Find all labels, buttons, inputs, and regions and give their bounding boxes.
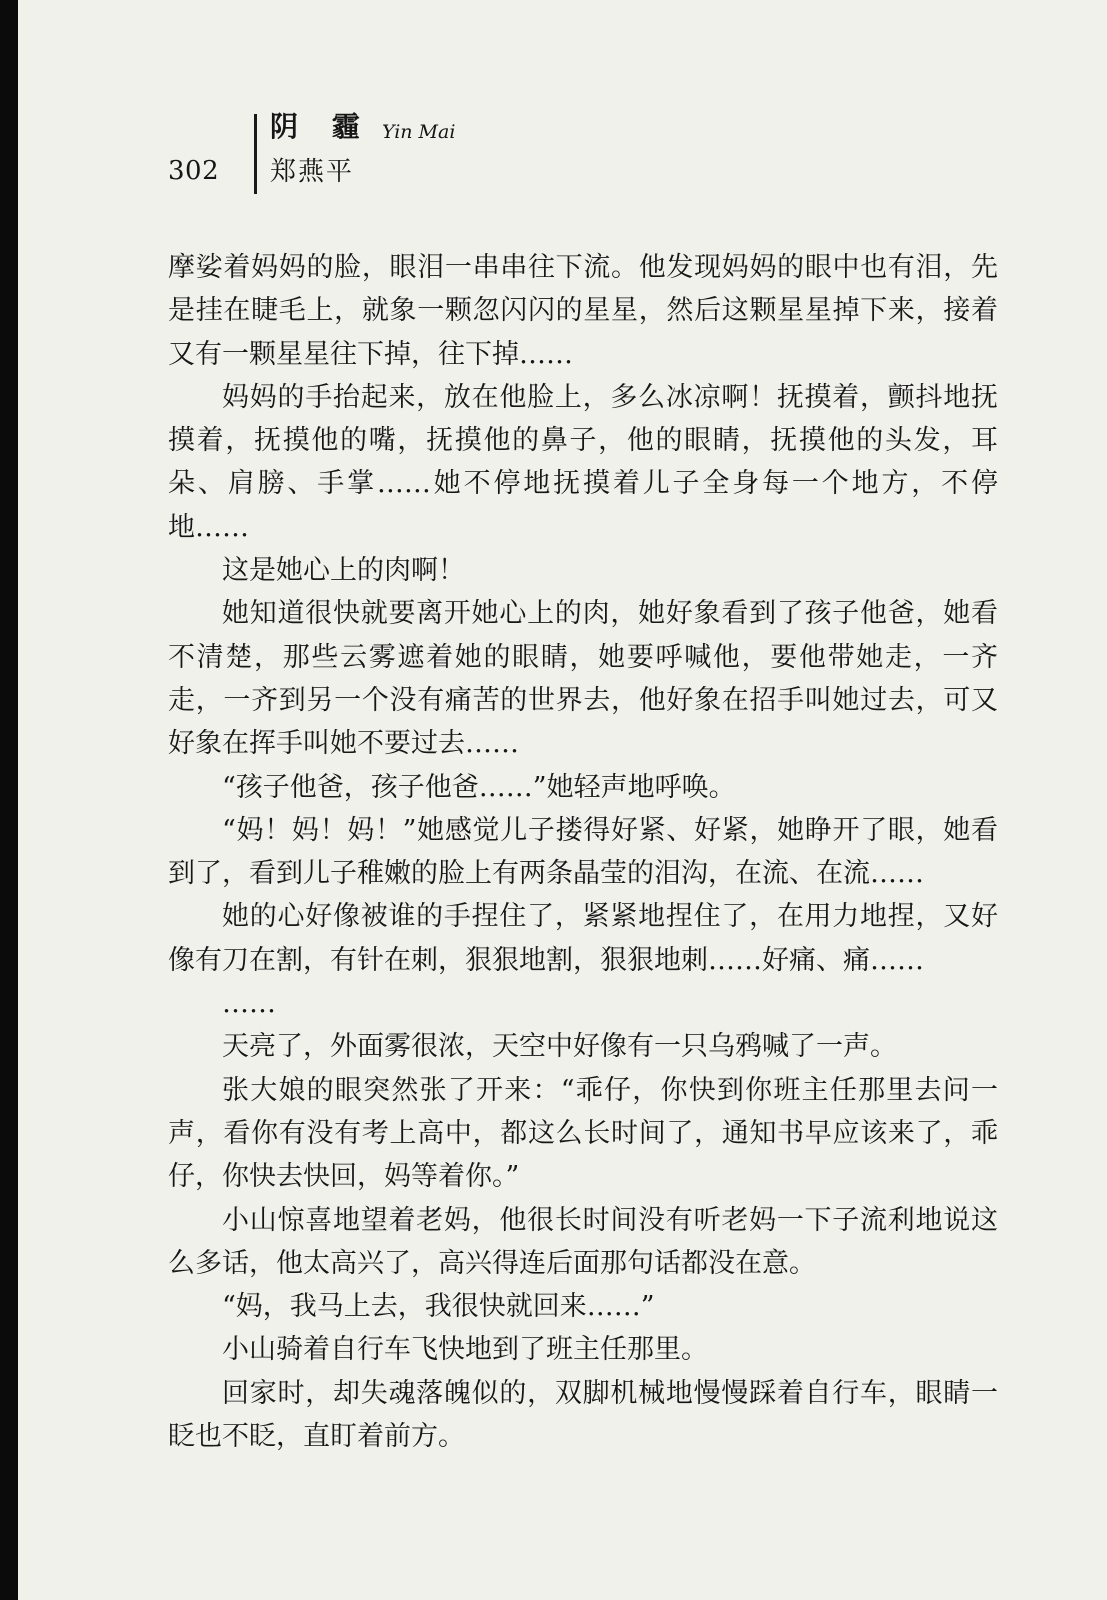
- paragraph: 这是她心上的肉啊！: [222, 555, 465, 587]
- running-header: [168, 110, 568, 200]
- paragraph: 小山惊喜地望着老妈，他很长时间没有听老妈一下子流利地说这么多话，他太高兴了，高兴得连后面那句话都没在意。: [168, 1204, 998, 1279]
- book-page: [18, 0, 1107, 1600]
- paragraph: 回家时，却失魂落魄似的，双脚机械地慢慢踩着自行车，眼睛一眨也不眨，直盯着前方。: [168, 1377, 998, 1453]
- scan-edge-shadow: [0, 0, 18, 1600]
- paragraph: 她的心好像被谁的手捏住了，紧紧地捏住了，在用力地捏，又好像有刀在割，有针在刺，狠狠地割，狠狠地刺……好痛、痛……: [168, 901, 998, 976]
- paragraph: “孩子他爸，孩子他爸……”她轻声地呼唤。: [222, 771, 736, 803]
- paragraph: 她知道很快就要离开她心上的肉，她好象看到了孩子他爸，她看不清楚，那些云雾遮着她的眼睛，她要呼喊他，要他带她走，一齐走，一齐到另一个没有痛苦的世界去，他好象在招手叫她过去，可又好象在挥手叫她不要过去……: [168, 598, 998, 760]
- book-title-pinyin: Yin Mai: [382, 121, 456, 143]
- paragraph: 妈妈的手抬起来，放在他脸上，多么冰凉啊！抚摸着，颤抖地抚摸着，抚摸他的嘴，抚摸他的鼻子，他的眼睛，抚摸他的头发，耳朵、肩膀、手掌……她不停地抚摸着儿子全身每一个地方，不停地……: [168, 381, 998, 543]
- section-break: ……: [222, 988, 276, 1020]
- paragraph: 摩娑着妈妈的脸，眼泪一串串往下流。他发现妈妈的眼中也有泪，先是挂在睫毛上，就象一颗忽闪闪的星星，然后这颗星星掉下来，接着又有一颗星星往下掉，往下掉……: [168, 252, 998, 370]
- author-name: 郑燕平: [270, 157, 355, 187]
- paragraph: 张大娘的眼突然张了开来：“乖仔，你快到你班主任那里去问一声，看你有没有考上高中，都这么长时间了，通知书早应该来了，乖仔，你快去快回，妈等着你。”: [168, 1074, 998, 1193]
- paragraph: “妈，我马上去，我很快就回来……”: [222, 1291, 655, 1323]
- body-text: [168, 246, 998, 1458]
- paragraph: 天亮了，外面雾很浓，天空中好像有一只乌鸦喊了一声。: [222, 1031, 897, 1063]
- paragraph: 小山骑着自行车飞快地到了班主任那里。: [222, 1334, 708, 1366]
- header-divider: [254, 114, 257, 194]
- page-number: 302: [168, 156, 220, 186]
- paragraph: “妈！妈！妈！”她感觉儿子搂得好紧、好紧，她睁开了眼，她看到了，看到儿子稚嫩的脸上有两条晶莹的泪沟，在流、在流……: [168, 814, 998, 890]
- book-title: 阴 霾: [270, 110, 372, 143]
